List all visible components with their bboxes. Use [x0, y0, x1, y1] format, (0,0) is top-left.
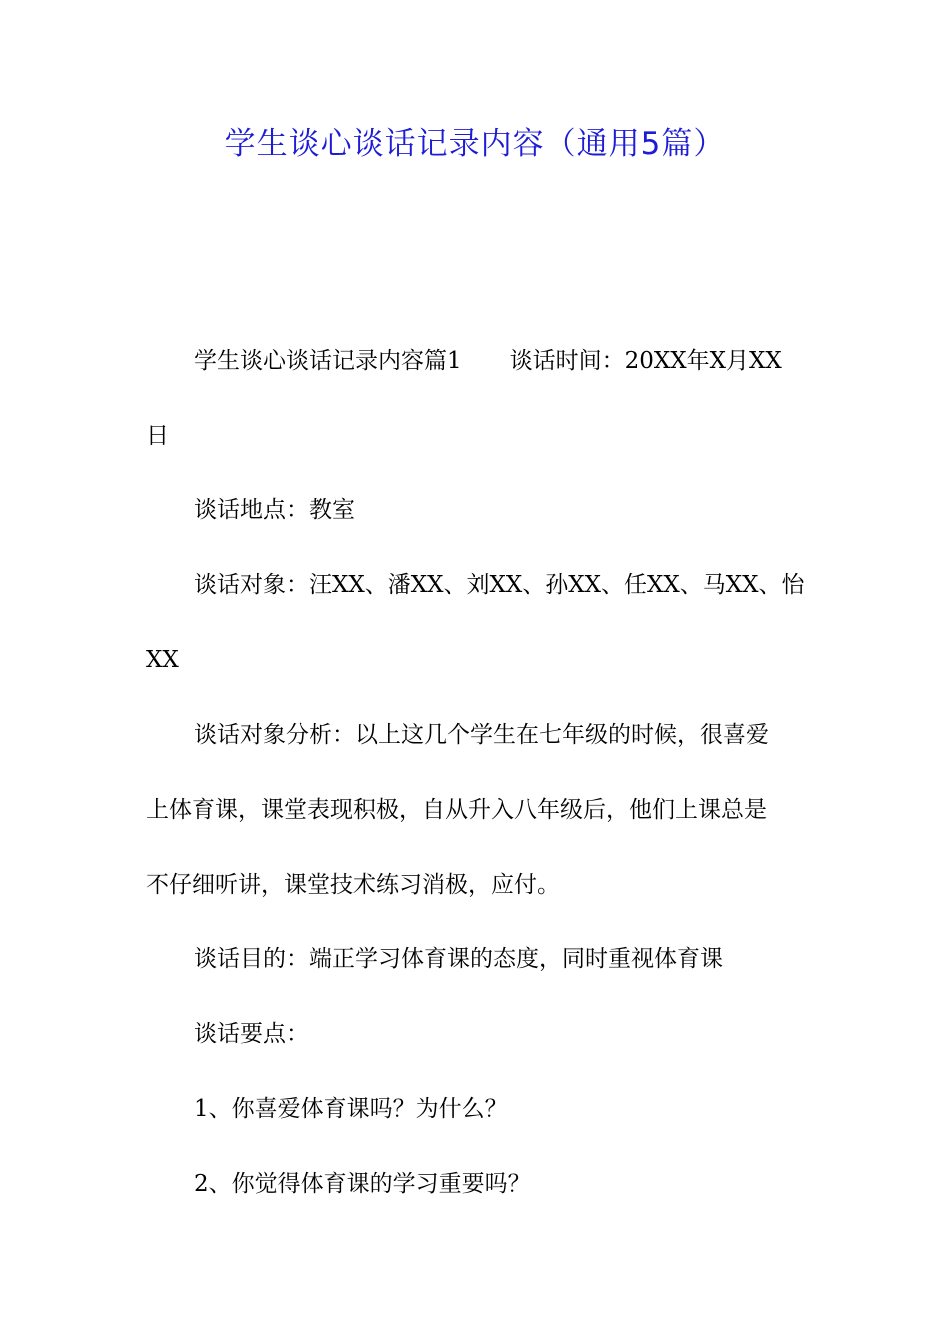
- subject-analysis-line-3: 不仔细听讲，课堂技术练习消极，应付。: [146, 872, 560, 898]
- talk-points-heading: 谈话要点：: [194, 1021, 309, 1047]
- document-title: 学生谈心谈话记录内容（通用5篇）: [224, 126, 726, 162]
- talk-time: 谈话时间：20XX年X月XX: [509, 348, 782, 374]
- talk-subjects-line-2: XX: [146, 647, 179, 673]
- subject-analysis-line-2: 上体育课，课堂表现积极，自从升入八年级后，他们上课总是: [146, 797, 767, 823]
- subject-analysis-line-1: 谈话对象分析：以上这几个学生在七年级的时候，很喜爱: [194, 722, 769, 748]
- talk-location: 谈话地点：教室: [194, 497, 355, 523]
- talk-purpose: 谈话目的：端正学习体育课的态度，同时重视体育课: [194, 946, 723, 972]
- paragraph-1-line-2: 日: [146, 423, 169, 449]
- talk-point-2: 2、你觉得体育课的学习重要吗？: [194, 1171, 531, 1197]
- talk-subjects-line-1: 谈话对象：汪XX、潘XX、刘XX、孙XX、任XX、马XX、怡: [194, 572, 805, 598]
- section-label: 学生谈心谈话记录内容篇1: [194, 348, 462, 374]
- paragraph-1-line-1: [194, 345, 782, 377]
- talk-point-1: 1、你喜爱体育课吗？为什么？: [194, 1096, 508, 1122]
